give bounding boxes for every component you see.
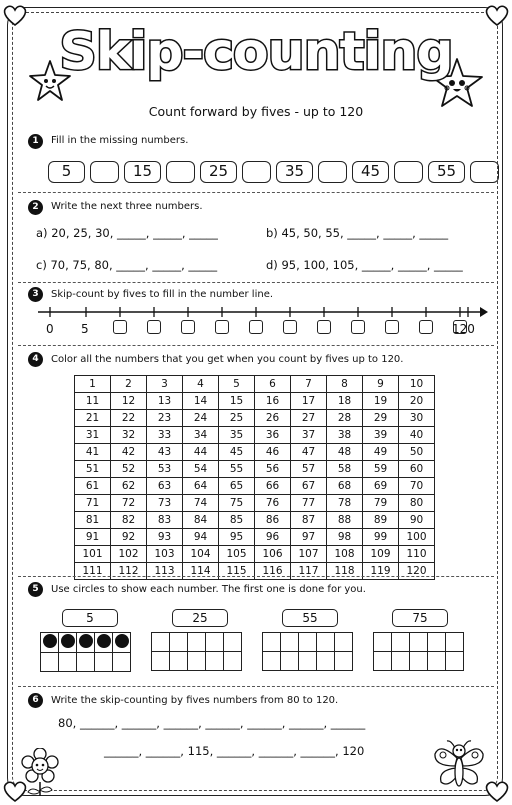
given-number-box: 15 <box>124 161 161 183</box>
ten-frame[interactable] <box>373 632 464 671</box>
ten-frame-cell[interactable] <box>299 652 317 671</box>
number-cell[interactable]: 9 <box>363 376 399 393</box>
ten-frame[interactable] <box>40 632 131 672</box>
number-cell[interactable]: 119 <box>363 563 399 580</box>
number-cell[interactable]: 83 <box>147 512 183 529</box>
number-cell[interactable]: 76 <box>255 495 291 512</box>
number-cell[interactable]: 79 <box>363 495 399 512</box>
ten-frame-cell[interactable] <box>374 652 392 671</box>
ten-frame-cell[interactable] <box>170 633 188 652</box>
number-cell[interactable]: 118 <box>327 563 363 580</box>
ten-frame-cell[interactable] <box>206 652 224 671</box>
number-cell[interactable]: 24 <box>183 410 219 427</box>
number-cell[interactable]: 20 <box>399 393 435 410</box>
number-cell[interactable]: 93 <box>147 529 183 546</box>
ten-frame-cell[interactable] <box>41 653 59 672</box>
skip-count-line-1[interactable]: 80, ______, ______, ______, ______, ______, ______, ______ <box>58 716 366 730</box>
number-cell[interactable]: 51 <box>75 461 111 478</box>
table-row <box>75 529 435 546</box>
number-cell[interactable]: 101 <box>75 546 111 563</box>
question-number: 3 <box>28 287 43 302</box>
number-cell[interactable]: 4 <box>183 376 219 393</box>
ten-frame[interactable] <box>262 632 353 671</box>
missing-number-box[interactable] <box>166 161 195 183</box>
section-divider <box>18 192 494 193</box>
number-line-answer-box[interactable] <box>283 320 297 334</box>
number-cell[interactable]: 97 <box>291 529 327 546</box>
table-row <box>75 495 435 512</box>
number-cell[interactable]: 21 <box>75 410 111 427</box>
table-row <box>75 512 435 529</box>
table-row <box>75 461 435 478</box>
number-cell[interactable]: 29 <box>363 410 399 427</box>
number-line <box>36 303 488 321</box>
number-cell[interactable]: 88 <box>327 512 363 529</box>
number-cell[interactable]: 22 <box>111 410 147 427</box>
number-cell[interactable]: 71 <box>75 495 111 512</box>
number-cell[interactable]: 109 <box>363 546 399 563</box>
ten-frame-cell[interactable] <box>59 633 77 653</box>
number-cell[interactable]: 80 <box>399 495 435 512</box>
number-cell[interactable]: 54 <box>183 461 219 478</box>
number-cell[interactable]: 110 <box>399 546 435 563</box>
number-cell[interactable]: 87 <box>291 512 327 529</box>
missing-number-box[interactable] <box>90 161 119 183</box>
ten-frame-cell[interactable] <box>113 653 131 672</box>
sequence-d[interactable]: d) 95, 100, 105, _____, _____, _____ <box>266 258 463 272</box>
number-cell[interactable]: 28 <box>327 410 363 427</box>
number-cell[interactable]: 56 <box>255 461 291 478</box>
number-cell[interactable]: 82 <box>111 512 147 529</box>
number-cell[interactable]: 61 <box>75 478 111 495</box>
number-cell[interactable]: 44 <box>183 444 219 461</box>
question-number: 2 <box>28 200 43 215</box>
ten-frame-cell[interactable] <box>95 633 113 653</box>
ten-frame-cell[interactable] <box>446 633 464 652</box>
number-cell[interactable]: 100 <box>399 529 435 546</box>
number-line-start: 0 <box>46 322 54 336</box>
ten-frame-cell[interactable] <box>299 633 317 652</box>
number-label: 5 <box>62 609 118 627</box>
hundreds-chart <box>74 375 435 580</box>
table-row <box>75 478 435 495</box>
ten-frame-cell[interactable] <box>188 633 206 652</box>
question-text: Skip-count by fives to fill in the number line. <box>51 289 274 300</box>
ten-frame-cell[interactable] <box>281 633 299 652</box>
given-number-box: 25 <box>200 161 237 183</box>
number-line-answer-box[interactable] <box>317 320 331 334</box>
number-cell[interactable]: 70 <box>399 478 435 495</box>
number-cell[interactable]: 65 <box>219 478 255 495</box>
number-cell[interactable]: 30 <box>399 410 435 427</box>
filled-circle <box>97 634 111 648</box>
number-cell[interactable]: 7 <box>291 376 327 393</box>
number-line-answer-box[interactable] <box>181 320 195 334</box>
ten-frame-cell[interactable] <box>335 633 353 652</box>
number-cell[interactable]: 92 <box>111 529 147 546</box>
number-cell[interactable]: 89 <box>363 512 399 529</box>
number-cell[interactable]: 49 <box>363 444 399 461</box>
number-cell[interactable]: 15 <box>219 393 255 410</box>
section-divider <box>18 686 494 687</box>
number-cell[interactable]: 32 <box>111 427 147 444</box>
number-cell[interactable]: 55 <box>219 461 255 478</box>
number-cell[interactable]: 11 <box>75 393 111 410</box>
number-cell[interactable]: 91 <box>75 529 111 546</box>
ten-frame-cell[interactable] <box>170 652 188 671</box>
number-cell[interactable]: 85 <box>219 512 255 529</box>
number-cell[interactable]: 35 <box>219 427 255 444</box>
number-cell[interactable]: 96 <box>255 529 291 546</box>
number-cell[interactable]: 78 <box>327 495 363 512</box>
number-cell[interactable]: 64 <box>183 478 219 495</box>
number-cell[interactable]: 6 <box>255 376 291 393</box>
ten-frame-cell[interactable] <box>206 633 224 652</box>
number-cell[interactable]: 1 <box>75 376 111 393</box>
number-cell[interactable]: 17 <box>291 393 327 410</box>
number-cell[interactable]: 47 <box>291 444 327 461</box>
number-cell[interactable]: 69 <box>363 478 399 495</box>
ten-frame-cell[interactable] <box>224 652 242 671</box>
number-cell[interactable]: 46 <box>255 444 291 461</box>
table-row <box>75 393 435 410</box>
butterfly-icon <box>432 738 486 794</box>
sequence-b[interactable]: b) 45, 50, 55, _____, _____, _____ <box>266 226 449 240</box>
number-cell[interactable]: 12 <box>111 393 147 410</box>
number-cell[interactable]: 37 <box>291 427 327 444</box>
number-cell[interactable]: 66 <box>255 478 291 495</box>
number-cell[interactable]: 102 <box>111 546 147 563</box>
number-cell[interactable]: 81 <box>75 512 111 529</box>
number-cell[interactable]: 40 <box>399 427 435 444</box>
number-cell[interactable]: 72 <box>111 495 147 512</box>
question-number: 5 <box>28 582 43 597</box>
number-cell[interactable]: 62 <box>111 478 147 495</box>
number-cell[interactable]: 77 <box>291 495 327 512</box>
number-line-answer-box[interactable] <box>147 320 161 334</box>
number-cell[interactable]: 98 <box>327 529 363 546</box>
number-cell[interactable]: 105 <box>219 546 255 563</box>
question-text: Write the skip-counting by fives numbers from 80 to 120. <box>51 695 339 706</box>
number-cell[interactable]: 73 <box>147 495 183 512</box>
number-cell[interactable]: 10 <box>399 376 435 393</box>
section-divider <box>18 282 494 283</box>
question-number: 4 <box>28 352 43 367</box>
number-cell[interactable]: 45 <box>219 444 255 461</box>
number-cell[interactable]: 99 <box>363 529 399 546</box>
number-cell[interactable]: 42 <box>111 444 147 461</box>
number-cell[interactable]: 3 <box>147 376 183 393</box>
skip-count-line-2[interactable]: ______, ______, 115, ______, ______, ______, 120 <box>104 744 365 758</box>
number-line-end: 120 <box>452 322 475 336</box>
table-row <box>75 444 435 461</box>
number-cell[interactable]: 34 <box>183 427 219 444</box>
heart-icon <box>484 779 510 803</box>
number-line-answer-box[interactable] <box>453 320 467 334</box>
question-number: 6 <box>28 693 43 708</box>
number-cell[interactable]: 112 <box>111 563 147 580</box>
number-cell[interactable]: 63 <box>147 478 183 495</box>
number-cell[interactable]: 86 <box>255 512 291 529</box>
number-cell[interactable]: 107 <box>291 546 327 563</box>
ten-frame-cell[interactable] <box>152 652 170 671</box>
ten-frame-cell[interactable] <box>428 652 446 671</box>
ten-frame-cell[interactable] <box>113 633 131 653</box>
number-line-answer-box[interactable] <box>113 320 127 334</box>
number-cell[interactable]: 41 <box>75 444 111 461</box>
given-number-box: 55 <box>428 161 465 183</box>
number-cell[interactable]: 53 <box>147 461 183 478</box>
given-number-box: 35 <box>276 161 313 183</box>
number-cell[interactable]: 103 <box>147 546 183 563</box>
number-cell[interactable]: 8 <box>327 376 363 393</box>
filled-circle <box>115 634 129 648</box>
number-cell[interactable]: 95 <box>219 529 255 546</box>
table-row <box>75 376 435 393</box>
ten-frame-cell[interactable] <box>281 652 299 671</box>
number-cell[interactable]: 113 <box>147 563 183 580</box>
question-number: 1 <box>28 134 43 149</box>
ten-frame-cell[interactable] <box>263 633 281 652</box>
section-divider <box>18 576 494 577</box>
number-label: 75 <box>392 609 448 627</box>
number-cell[interactable]: 36 <box>255 427 291 444</box>
page-subtitle: Count forward by fives - up to 120 <box>148 104 364 119</box>
ten-frame-cell[interactable] <box>95 653 113 672</box>
number-cell[interactable]: 19 <box>363 393 399 410</box>
number-line-answer-box[interactable] <box>385 320 399 334</box>
ten-frame-cell[interactable] <box>41 633 59 653</box>
number-cell[interactable]: 5 <box>219 376 255 393</box>
given-number-box: 45 <box>352 161 389 183</box>
number-cell[interactable]: 60 <box>399 461 435 478</box>
question-text: Write the next three numbers. <box>51 201 203 212</box>
number-cell[interactable]: 25 <box>219 410 255 427</box>
number-line-answer-box[interactable] <box>351 320 365 334</box>
number-cell[interactable]: 18 <box>327 393 363 410</box>
ten-frame-cell[interactable] <box>59 653 77 672</box>
page-title: Skip-counting <box>59 22 453 82</box>
number-cell[interactable]: 59 <box>363 461 399 478</box>
number-cell[interactable]: 58 <box>327 461 363 478</box>
number-label: 25 <box>172 609 228 627</box>
filled-circle <box>61 634 75 648</box>
ten-frame-cell[interactable] <box>263 652 281 671</box>
number-cell[interactable]: 115 <box>219 563 255 580</box>
number-cell[interactable]: 57 <box>291 461 327 478</box>
number-cell[interactable]: 106 <box>255 546 291 563</box>
ten-frame-cell[interactable] <box>392 652 410 671</box>
missing-number-box[interactable] <box>470 161 499 183</box>
number-cell[interactable]: 13 <box>147 393 183 410</box>
number-cell[interactable]: 90 <box>399 512 435 529</box>
ten-frame-cell[interactable] <box>428 633 446 652</box>
ten-frame-cell[interactable] <box>77 653 95 672</box>
table-row <box>75 410 435 427</box>
question-text: Color all the numbers that you get when you count by fives up to 120. <box>51 354 404 365</box>
flower-icon <box>20 748 60 798</box>
number-cell[interactable]: 48 <box>327 444 363 461</box>
question-text: Fill in the missing numbers. <box>51 135 189 146</box>
number-cell[interactable]: 114 <box>183 563 219 580</box>
number-cell[interactable]: 84 <box>183 512 219 529</box>
ten-frame-cell[interactable] <box>77 633 95 653</box>
question-text: Use circles to show each number. The first one is done for you. <box>51 584 366 595</box>
number-cell[interactable]: 116 <box>255 563 291 580</box>
table-row <box>75 427 435 444</box>
number-line-answer-box[interactable] <box>215 320 229 334</box>
number-cell[interactable]: 67 <box>291 478 327 495</box>
missing-number-box[interactable] <box>318 161 347 183</box>
ten-frame-cell[interactable] <box>152 633 170 652</box>
number-cell[interactable]: 16 <box>255 393 291 410</box>
ten-frame-cell[interactable] <box>317 652 335 671</box>
missing-number-box[interactable] <box>242 161 271 183</box>
number-line-answer-box[interactable] <box>249 320 263 334</box>
table-row <box>75 546 435 563</box>
ten-frame-cell[interactable] <box>410 652 428 671</box>
filled-circle <box>43 634 57 648</box>
number-cell[interactable]: 2 <box>111 376 147 393</box>
filled-circle <box>79 634 93 648</box>
missing-number-box[interactable] <box>394 161 423 183</box>
section-divider <box>18 345 494 346</box>
sequence-a[interactable]: a) 20, 25, 30, _____, _____, _____ <box>36 226 218 240</box>
number-cell[interactable]: 33 <box>147 427 183 444</box>
number-label: 55 <box>282 609 338 627</box>
number-cell[interactable]: 111 <box>75 563 111 580</box>
number-cell[interactable]: 117 <box>291 563 327 580</box>
given-number-box: 5 <box>48 161 85 183</box>
ten-frame-cell[interactable] <box>188 652 206 671</box>
number-cell[interactable]: 14 <box>183 393 219 410</box>
number-cell[interactable]: 23 <box>147 410 183 427</box>
sequence-c[interactable]: c) 70, 75, 80, _____, _____, _____ <box>36 258 218 272</box>
number-cell[interactable]: 108 <box>327 546 363 563</box>
ten-frame-cell[interactable] <box>224 633 242 652</box>
number-cell[interactable]: 120 <box>399 563 435 580</box>
number-cell[interactable]: 68 <box>327 478 363 495</box>
ten-frame-cell[interactable] <box>317 633 335 652</box>
number-line-answer-box[interactable] <box>419 320 433 334</box>
number-cell[interactable]: 38 <box>327 427 363 444</box>
number-cell[interactable]: 94 <box>183 529 219 546</box>
number-cell[interactable]: 43 <box>147 444 183 461</box>
number-cell[interactable]: 52 <box>111 461 147 478</box>
ten-frame-cell[interactable] <box>335 652 353 671</box>
ten-frame-cell[interactable] <box>374 633 392 652</box>
number-cell[interactable]: 74 <box>183 495 219 512</box>
ten-frame-cell[interactable] <box>392 633 410 652</box>
number-cell[interactable]: 104 <box>183 546 219 563</box>
ten-frame[interactable] <box>151 632 242 671</box>
number-cell[interactable]: 50 <box>399 444 435 461</box>
number-cell[interactable]: 31 <box>75 427 111 444</box>
number-cell[interactable]: 39 <box>363 427 399 444</box>
ten-frame-cell[interactable] <box>446 652 464 671</box>
number-line-label: 5 <box>81 322 89 336</box>
number-cell[interactable]: 27 <box>291 410 327 427</box>
ten-frame-cell[interactable] <box>410 633 428 652</box>
number-cell[interactable]: 75 <box>219 495 255 512</box>
number-cell[interactable]: 26 <box>255 410 291 427</box>
